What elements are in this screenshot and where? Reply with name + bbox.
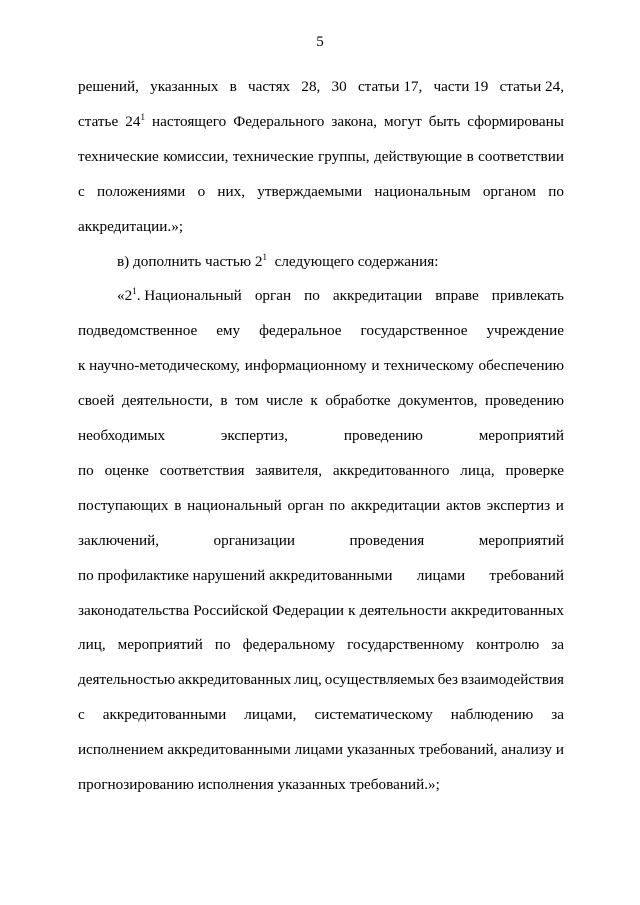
- word: по: [78, 461, 94, 479]
- word: проведения: [349, 531, 425, 549]
- text-line: [78, 461, 564, 481]
- word: лиц,: [294, 671, 322, 689]
- word: необходимых: [78, 427, 166, 444]
- word: контролю: [476, 636, 540, 654]
- word: по: [329, 496, 346, 514]
- word: анализу: [501, 741, 552, 759]
- word: и: [555, 741, 564, 759]
- word: исполнением: [78, 741, 164, 759]
- word: в: [174, 496, 182, 514]
- word: за: [551, 636, 564, 654]
- word: настоящего: [151, 112, 227, 130]
- word: ему: [216, 322, 241, 340]
- word: законодательства: [78, 601, 190, 619]
- text-line: [78, 391, 564, 411]
- text-run: следующего содержания:: [266, 252, 439, 270]
- word: информационному: [244, 357, 367, 375]
- word: привлекать: [491, 287, 564, 305]
- word: указанных: [346, 741, 416, 759]
- text-line: аккредитации.»;: [78, 217, 184, 235]
- word: своей: [78, 392, 115, 410]
- word: группы,: [318, 147, 370, 165]
- page-number: 5: [316, 34, 324, 50]
- word: лицами: [416, 566, 466, 584]
- text-line: [78, 182, 564, 202]
- word: к: [348, 601, 356, 619]
- word: заявителя,: [255, 461, 323, 479]
- word: федеральное: [259, 322, 342, 340]
- word: орган: [287, 496, 324, 514]
- word: «$2^1$: [117, 286, 137, 305]
- word: утверждаемыми: [257, 182, 363, 200]
- text-line: [78, 112, 564, 133]
- text-line: [78, 147, 564, 167]
- text-line: [78, 670, 564, 690]
- word: технические: [78, 147, 159, 165]
- word: деятельности,: [122, 392, 213, 410]
- word: . Национальный: [136, 287, 242, 305]
- text-line: [78, 635, 564, 655]
- word: действующие: [373, 147, 463, 165]
- word: аккредитованными: [167, 741, 291, 759]
- word: [117, 286, 242, 307]
- word: и: [555, 496, 564, 514]
- word: актов: [445, 496, 482, 514]
- word: техническому: [384, 357, 474, 375]
- word: поступающих: [78, 496, 169, 514]
- word: соответствия: [159, 461, 245, 479]
- text-line: [78, 705, 564, 725]
- word: учреждение: [486, 322, 564, 340]
- word: деятельностью: [78, 671, 176, 689]
- word: с: [78, 706, 85, 724]
- word: к: [310, 392, 318, 410]
- word: федеральному: [242, 636, 336, 654]
- text-line: [78, 566, 564, 586]
- word: технические: [232, 147, 314, 165]
- word: аккредитованного: [332, 461, 450, 479]
- word: требований: [489, 566, 564, 584]
- word: части 19: [433, 78, 489, 95]
- word: по: [304, 287, 320, 305]
- word: обработке: [325, 392, 391, 410]
- text-line: [117, 252, 564, 273]
- word: к научно-методическому,: [78, 357, 240, 375]
- word: проверке: [505, 461, 564, 479]
- word: о: [197, 182, 206, 200]
- word: закона,: [331, 112, 378, 130]
- text-line: [78, 740, 564, 760]
- superscript: 1: [132, 286, 137, 297]
- word: государственное: [360, 322, 468, 340]
- word: взаимодействия: [460, 671, 564, 689]
- text-line: [78, 77, 564, 97]
- word: по: [214, 636, 231, 654]
- word: лицами,: [244, 706, 297, 724]
- word: наблюдению: [450, 706, 534, 724]
- word: могут: [384, 112, 422, 130]
- word: экспертиз,: [220, 427, 288, 444]
- word: 30: [331, 78, 347, 95]
- word: Российской: [193, 601, 269, 619]
- superscript: 1: [140, 111, 145, 122]
- text-line: [78, 426, 564, 446]
- word: аккредитованных: [450, 601, 564, 619]
- word: них,: [217, 182, 246, 200]
- word: мероприятий: [478, 531, 564, 549]
- word: систематическому: [314, 706, 433, 724]
- word: и: [371, 357, 380, 375]
- word: проведению: [484, 392, 564, 410]
- word: осуществляемых: [324, 671, 435, 689]
- word: лица,: [460, 461, 495, 479]
- word: экспертиз: [486, 496, 551, 514]
- word: 28,: [301, 78, 321, 95]
- word: в: [220, 392, 228, 410]
- word: быть: [428, 112, 461, 130]
- word: указанных: [150, 78, 219, 95]
- text-line: [78, 321, 564, 341]
- word: аккредитованными: [102, 706, 227, 724]
- word: проведению: [343, 427, 423, 444]
- word: заключений,: [78, 531, 160, 549]
- word: аккредитованных: [177, 671, 292, 689]
- word: деятельности: [359, 601, 447, 619]
- word: национальный: [187, 496, 282, 514]
- word: государственному: [347, 636, 465, 654]
- text-line: [117, 286, 564, 307]
- word: соответствии: [478, 147, 564, 165]
- word: за: [551, 706, 564, 724]
- word: сформированы: [467, 112, 564, 130]
- text-line: [78, 531, 564, 551]
- word: частях: [248, 78, 291, 95]
- word: лиц,: [78, 636, 106, 654]
- word: организации: [213, 531, 296, 549]
- word: по профилактике нарушений аккредитованными: [78, 566, 393, 584]
- word: Федерации: [272, 601, 345, 619]
- word: мероприятий: [478, 427, 564, 444]
- word: Федерального: [233, 112, 325, 130]
- word: вправе: [435, 287, 479, 305]
- word: орган: [254, 287, 292, 305]
- word: требований,: [419, 741, 498, 759]
- text-line: [78, 496, 564, 516]
- word: в: [466, 147, 474, 165]
- word: по: [548, 182, 564, 200]
- word: положениями: [96, 182, 186, 200]
- word: без: [437, 671, 459, 689]
- word: числе: [266, 392, 303, 410]
- text-run: в) дополнить частью 2: [117, 252, 263, 270]
- word: статьи 17,: [357, 78, 423, 95]
- word: в: [229, 78, 237, 95]
- word: статье: [78, 112, 119, 130]
- word: решений,: [78, 78, 139, 95]
- word: оценке: [104, 461, 149, 479]
- text-line: [78, 601, 564, 621]
- word: $24^1$: [125, 111, 145, 130]
- word: органом: [482, 182, 537, 200]
- word: мероприятий: [117, 636, 203, 654]
- superscript: 1: [262, 251, 267, 262]
- word: аккредитации: [350, 496, 441, 514]
- word: подведомственное: [78, 322, 198, 340]
- word: статьи 24,: [499, 78, 564, 95]
- word: комиссии,: [163, 147, 229, 165]
- text-line: прогнозированию исполнения указанных требований.»;: [78, 776, 440, 793]
- word: лицами: [294, 741, 343, 759]
- word: обеспечению: [478, 357, 564, 375]
- text-line: [78, 356, 564, 376]
- word: с: [78, 182, 85, 200]
- word: документов,: [398, 392, 478, 410]
- word: аккредитации: [332, 287, 423, 305]
- word: том: [235, 392, 259, 410]
- word: национальным: [374, 182, 471, 200]
